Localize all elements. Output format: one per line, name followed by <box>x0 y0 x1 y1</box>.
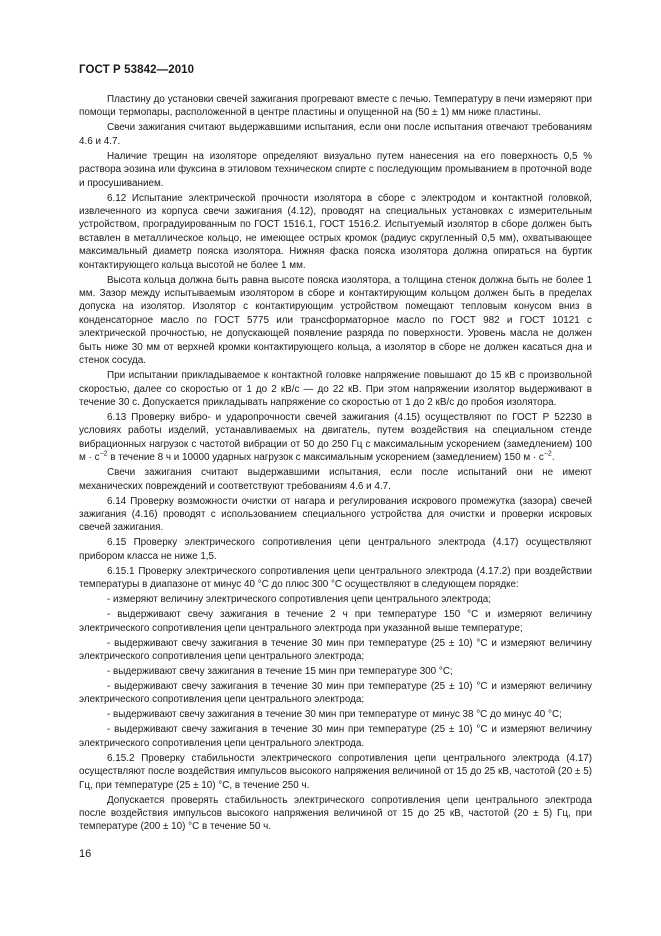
paragraph: Свечи зажигания считают выдержавшими испытания, если они после испытания отвечают требованиям 4.6 и 4.7. <box>79 122 592 147</box>
list-item: - выдерживают свечу зажигания в течение 15 мин при температуре 300 °С; <box>107 665 453 677</box>
list-item: - выдерживают свечу зажигания в течение 30 мин при температуре (25 ± 10) °С и измеряют величину электрического сопротивления цепи центрального электрода; <box>79 680 592 706</box>
document-body <box>79 93 592 835</box>
paragraph: Допускается проверять стабильность электрического сопротивления цепи центрального электрода после воздействия импульсов высокого напряжения величиной от 15 до 25 кВ, частотой (20 ± 5) Гц, при температуре (200 ± 10) °С в течение 50 ч. <box>79 794 592 833</box>
paragraph: При испытании прикладываемое к контактной головке напряжение повышают до 15 кВ с произвольной скоростью, далее со скоростью от 1 до 2 кВ/с — до 22 кВ. При этом напряжении изолятор выдерживают в течение 30 с. Допускается прикладывать напряжение со скоростью от 1 до 2 кВ/с до пробоя изолятора. <box>79 370 592 408</box>
exponent: −2 <box>99 450 108 458</box>
document-header: ГОСТ Р 53842—2010 <box>79 64 195 76</box>
paragraph: Пластину до установки свечей зажигания прогревают вместе с печью. Температуру в печи измеряют при помощи термопары, расположенной в центре пластины и опущенной на (50 ± 1) мм ниже пластины. <box>79 94 592 119</box>
paragraph: Наличие трещин на изоляторе определяют визуально путем нанесения на его поверхность 0,5 % раствора эозина или фуксина в этиловом техническом спирте с последующим промыванием в проточной воде и просушиванием. <box>79 150 592 189</box>
list-item: - выдерживают свечу зажигания в течение 30 мин при температуре (25 ± 10) °С и измеряют величину электрического сопротивления цепи центрального электрода; <box>79 637 592 662</box>
clause-6-13-text-cont: в течение 8 ч и 10000 ударных нагрузок с максимальным ускорением (замедлением) 150 м · с <box>107 452 544 464</box>
clause-6-15-2: 6.15.2 Проверку стабильности электрического сопротивления цепи центрального электрода (4.17) осуществляют после воздействия импульсов высокого напряжения величиной от 15 до 25 кВ, частотой (20 ± 5) Гц, при температуре (25 ± 10) °С, в течение 250 ч. <box>79 752 592 791</box>
page-number: 16 <box>79 848 92 860</box>
paragraph: Свечи зажигания считают выдержавшими испытания, если после испытаний они не имеют механических повреждений и соответствуют требованиям 4.6 и 4.7. <box>79 467 592 492</box>
clause-6-13-text: 6.13 Проверку вибро- и ударопрочности свечей зажигания (4.15) осуществляют по ГОСТ Р 52230 в условиях работы изделий, устанавливаемых на двигатель, путем воздействия на специальном стенде вибрационных нагрузок с частотой вибрации от 50 до 250 Гц с максимальным ускорением (замедлением) 100 м · с <box>79 411 592 464</box>
list-item: - выдерживают свечу зажигания в течение 2 ч при температуре 150 °С и измеряют величину электрического сопротивления цепи центрального электрода при указанной выше температуре; <box>79 609 592 634</box>
clause-6-15-1: 6.15.1 Проверку электрического сопротивления цепи центрального электрода (4.17.2) при воздействии температуры в диапазоне от минус 40 °С до плюс 300 °С осуществляют в следующем порядке: <box>79 565 592 591</box>
clause-6-12: 6.12 Испытание электрической прочности изолятора в сборе с электродом и контактной головкой, извлеченного из корпуса свечи зажигания (4.12), проводят на специальных установках с измерительным устройством, проградуированным по ГОСТ 1516.1, ГОСТ 1516.2. Испытуемый изолятор в сборе должен быть вставлен в металлическое кольцо, не имеющее острых кромок (радиус скругленный 0,5 мм), охватывающее максимальный диаметр пояска изолятора. Нижняя фаска пояска изолятора должна опираться на буртик контактирующего кольца высотой не более 1 мм. <box>79 192 592 271</box>
list-item: - измеряют величину электрического сопротивления цепи центрального электрода; <box>107 594 492 606</box>
list-item: - выдерживают свечу зажигания в течение 30 мин при температуре (25 ± 10) °С и измеряют величину электрического сопротивления цепи центрального электрода. <box>79 724 592 749</box>
paragraph: Высота кольца должна быть равна высоте пояска изолятора, а толщина стенок должна быть не более 1 мм. Зазор между испытываемым изолятором в сборе и контактирующим кольцом должен быть в пределах допуска на изолятор. Изолятор с контактирующим устройством помещают тепловым конусом вниз в конденсаторное масло по ГОСТ 5775 или трансформаторное масло по ГОСТ 982 и ГОСТ 10121 с электрической прочностью, не допускающей появление разряда по поверхности. Уровень масла не должен быть ниже 30 мм от верхней кромки контактирующего кольца, а изолятор в сборе не должен касаться дна и стенок сосуда. <box>79 274 592 367</box>
clause-6-13 <box>79 411 592 465</box>
clause-6-13-end: . <box>551 452 555 464</box>
clause-6-15: 6.15 Проверку электрического сопротивления цепи центрального электрода (4.17) осуществляют прибором класса не ниже 1,5. <box>79 537 592 562</box>
list-item: - выдерживают свечу зажигания в течение 30 мин при температуре от минус 38 °С до минус 40 °С; <box>107 709 562 721</box>
exponent: −2 <box>543 450 552 458</box>
clause-6-14: 6.14 Проверку возможности очистки от нагара и регулирования искрового промежутка (зазора) свечей зажигания (4.16) проводят с использованием специального устройства для очистки и проверки искровых свечей зажигания. <box>79 495 592 534</box>
